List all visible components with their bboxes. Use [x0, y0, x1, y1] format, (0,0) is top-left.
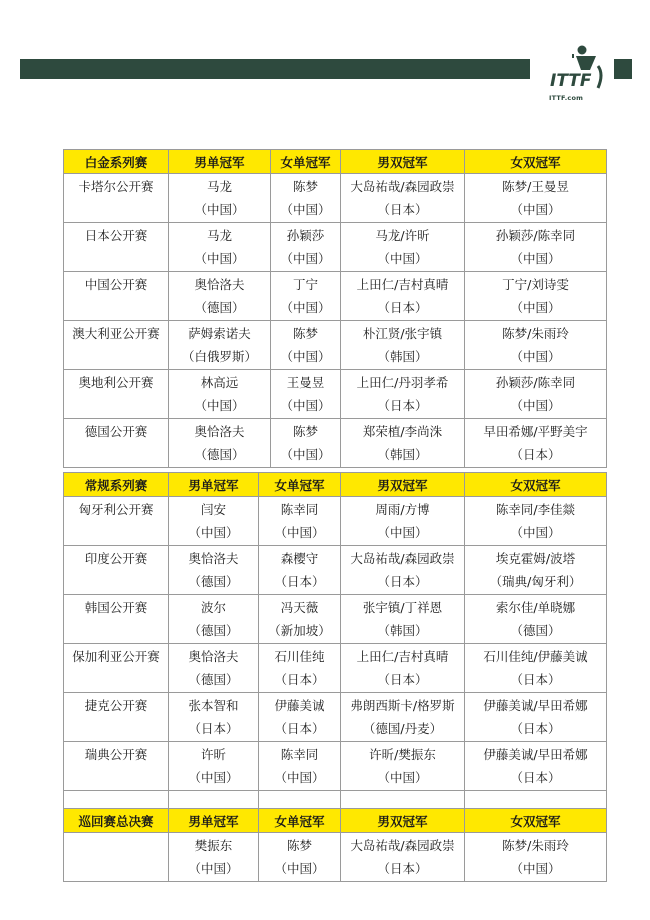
champion-country: （德国）	[188, 623, 239, 638]
champion-name: 陈梦	[292, 424, 318, 439]
header-bar-left	[20, 59, 530, 79]
champion-country: （德国）	[510, 623, 561, 638]
table-row	[64, 546, 607, 595]
event-name: 匈牙利公开赛	[64, 497, 169, 546]
champion-name: 大岛祐哉/森园政崇	[350, 838, 455, 853]
champion-cell-ws	[259, 595, 341, 644]
champion-name: 上田仁/吉村真晴	[356, 277, 449, 292]
table-header-row	[64, 809, 607, 833]
event-name: 捷克公开赛	[64, 693, 169, 742]
champion-country: （日本）	[274, 574, 325, 589]
champion-country: （德国）	[194, 447, 245, 462]
champion-country: （日本）	[510, 721, 561, 736]
champion-country: （日本）	[377, 300, 428, 315]
event-name: 中国公开赛	[64, 272, 169, 321]
table-row	[64, 419, 607, 468]
champion-cell-ms	[169, 419, 271, 468]
champion-name: 陈幸同	[280, 747, 319, 762]
champion-cell-wd	[465, 742, 607, 791]
champion-cell-ws	[259, 742, 341, 791]
col-mens-singles: 男单冠军	[169, 809, 259, 833]
champion-name: 石川佳纯	[274, 649, 325, 664]
champion-cell-ws	[259, 546, 341, 595]
champion-name: 奥恰洛夫	[188, 649, 239, 664]
champion-cell-wd	[465, 693, 607, 742]
champion-country: （日本）	[510, 770, 561, 785]
champion-name: 弗朗西斯卡/格罗斯	[350, 698, 455, 713]
champion-cell-md	[341, 174, 465, 223]
champion-country: （日本）	[377, 672, 428, 687]
champion-name: 陈梦	[292, 179, 318, 194]
event-name: 日本公开赛	[64, 223, 169, 272]
champion-country: （中国）	[280, 349, 331, 364]
event-name: 保加利亚公开赛	[64, 644, 169, 693]
champion-name: 陈梦/王曼昱	[502, 179, 569, 194]
champion-country: （日本）	[377, 861, 428, 876]
event-name: 瑞典公开赛	[64, 742, 169, 791]
champion-name: 张宇镇/丁祥恩	[362, 600, 443, 615]
champion-country: （韩国）	[377, 349, 428, 364]
champion-name: 伊藤美诚/早田希娜	[483, 698, 588, 713]
champion-name: 孙颖莎/陈幸同	[495, 228, 576, 243]
event-name: 澳大利亚公开赛	[64, 321, 169, 370]
champion-cell-wd	[465, 419, 607, 468]
champion-country: （中国）	[194, 251, 245, 266]
champion-cell-wd	[465, 321, 607, 370]
champion-cell-wd	[465, 223, 607, 272]
table-header-row	[64, 473, 607, 497]
champion-country: （中国）	[510, 349, 561, 364]
champion-name: 石川佳纯/伊藤美诚	[483, 649, 588, 664]
champion-cell-md	[341, 223, 465, 272]
champion-country: （日本）	[274, 721, 325, 736]
champion-country: （中国）	[510, 202, 561, 217]
champion-country: （日本）	[274, 672, 325, 687]
col-womens-doubles: 女双冠军	[465, 473, 607, 497]
champion-cell-md	[341, 595, 465, 644]
table-row	[64, 644, 607, 693]
champion-country: （韩国）	[377, 447, 428, 462]
champion-cell-ms	[169, 742, 259, 791]
champion-name: 樊振东	[194, 838, 233, 853]
table-row	[64, 595, 607, 644]
table-header-row	[64, 150, 607, 174]
champion-country: （中国）	[510, 251, 561, 266]
champion-country: （中国）	[510, 525, 561, 540]
champion-country: （中国）	[510, 398, 561, 413]
champion-country: （日本）	[510, 447, 561, 462]
champion-name: 埃克霍姆/波塔	[495, 551, 576, 566]
champion-name: 大岛祐哉/森园政崇	[350, 179, 455, 194]
champion-name: 马龙	[206, 228, 232, 243]
champion-name: 陈幸同	[280, 502, 319, 517]
champion-cell-md	[341, 742, 465, 791]
champion-name: 许昕/樊振东	[369, 747, 436, 762]
table-row	[64, 497, 607, 546]
event-name: 奥地利公开赛	[64, 370, 169, 419]
col-mens-doubles: 男双冠军	[341, 473, 465, 497]
champion-name: 朴江贤/张宇镇	[362, 326, 443, 341]
champion-cell-ws	[271, 419, 341, 468]
champion-cell-wd	[465, 546, 607, 595]
champion-cell-ws	[271, 272, 341, 321]
champion-cell-ms	[169, 321, 271, 370]
table-row	[64, 321, 607, 370]
champion-country: （中国）	[194, 202, 245, 217]
series-title: 白金系列赛	[64, 150, 169, 174]
champion-name: 林高远	[200, 375, 239, 390]
champion-cell-ms	[169, 272, 271, 321]
champion-cell-ws	[271, 370, 341, 419]
champion-name: 孙颖莎	[286, 228, 325, 243]
champion-country: （中国）	[377, 525, 428, 540]
champion-name: 陈梦/朱雨玲	[502, 838, 569, 853]
table-row	[64, 742, 607, 791]
champion-name: 周雨/方博	[375, 502, 430, 517]
champion-name: 索尔佳/单晓娜	[495, 600, 576, 615]
event-name	[64, 833, 169, 882]
col-mens-singles: 男单冠军	[169, 473, 259, 497]
champion-name: 陈梦	[292, 326, 318, 341]
champion-name: 大岛祐哉/森园政崇	[350, 551, 455, 566]
champion-cell-wd	[465, 370, 607, 419]
champion-cell-ms	[169, 693, 259, 742]
champion-country: （中国）	[280, 251, 331, 266]
champion-country: （中国）	[510, 300, 561, 315]
table-row	[64, 833, 607, 882]
event-name: 韩国公开赛	[64, 595, 169, 644]
champion-cell-wd	[465, 497, 607, 546]
champion-cell-ms	[169, 223, 271, 272]
logo-url: ITTF.com	[549, 94, 584, 102]
champion-cell-md	[341, 497, 465, 546]
champion-name: 森樱守	[280, 551, 319, 566]
champion-name: 马龙	[206, 179, 232, 194]
champion-name: 萨姆索诺夫	[188, 326, 251, 341]
col-womens-doubles: 女双冠军	[465, 809, 607, 833]
finals-table	[63, 808, 607, 882]
champion-country: （中国）	[280, 202, 331, 217]
champion-name: 马龙/许昕	[375, 228, 430, 243]
champion-country: （中国）	[274, 770, 325, 785]
champion-cell-md	[341, 419, 465, 468]
champion-country: （日本）	[188, 721, 239, 736]
champion-cell-ws	[271, 223, 341, 272]
champion-country: （中国）	[377, 770, 428, 785]
logo-text: ITTF	[550, 71, 592, 91]
champion-country: （日本）	[377, 398, 428, 413]
series-title: 常规系列赛	[64, 473, 169, 497]
champion-country: （中国）	[188, 525, 239, 540]
champion-cell-md	[341, 693, 465, 742]
table-row	[64, 272, 607, 321]
champion-cell-md	[341, 321, 465, 370]
table-row	[64, 174, 607, 223]
champion-cell-wd	[465, 833, 607, 882]
champion-name: 波尔	[200, 600, 226, 615]
champion-name: 许昕	[200, 747, 226, 762]
champion-country: （德国）	[188, 574, 239, 589]
champion-cell-wd	[465, 272, 607, 321]
champion-cell-md	[341, 272, 465, 321]
col-womens-singles: 女单冠军	[271, 150, 341, 174]
champion-cell-md	[341, 370, 465, 419]
champion-cell-ms	[169, 546, 259, 595]
champion-name: 陈梦	[286, 838, 312, 853]
champion-country: （中国）	[194, 398, 245, 413]
champion-cell-ws	[271, 321, 341, 370]
champion-name: 王曼昱	[286, 375, 325, 390]
champion-name: 郑荣植/李尚洙	[362, 424, 443, 439]
champion-country: （中国）	[188, 770, 239, 785]
champion-cell-wd	[465, 595, 607, 644]
champion-cell-md	[341, 833, 465, 882]
champion-cell-ws	[259, 833, 341, 882]
champion-name: 陈幸同/李佳燚	[495, 502, 576, 517]
champion-cell-ms	[169, 833, 259, 882]
champion-country: （德国）	[188, 672, 239, 687]
champion-country: （中国）	[510, 861, 561, 876]
table-row	[64, 693, 607, 742]
champion-country: （瑞典/匈牙利）	[489, 574, 582, 589]
champion-country: （中国）	[377, 251, 428, 266]
champion-country: （日本）	[510, 672, 561, 687]
champion-name: 上田仁/丹羽孝希	[356, 375, 449, 390]
champion-name: 奥恰洛夫	[194, 424, 245, 439]
col-mens-singles: 男单冠军	[169, 150, 271, 174]
champion-cell-ms	[169, 370, 271, 419]
champion-country: （中国）	[280, 300, 331, 315]
champion-cell-wd	[465, 644, 607, 693]
champion-name: 奥恰洛夫	[194, 277, 245, 292]
champion-cell-ws	[259, 644, 341, 693]
champion-name: 上田仁/吉村真晴	[356, 649, 449, 664]
champion-country: （中国）	[280, 447, 331, 462]
col-womens-singles: 女单冠军	[259, 473, 341, 497]
champion-cell-wd	[465, 174, 607, 223]
champion-cell-ms	[169, 595, 259, 644]
champion-cell-md	[341, 644, 465, 693]
champion-name: 冯天薇	[280, 600, 319, 615]
champion-country: （新加坡）	[268, 623, 331, 638]
champion-country: （白俄罗斯）	[181, 349, 257, 364]
platinum-series-table	[63, 149, 607, 468]
col-mens-doubles: 男双冠军	[341, 809, 465, 833]
event-name: 德国公开赛	[64, 419, 169, 468]
champion-name: 丁宁/刘诗雯	[502, 277, 569, 292]
champion-cell-ms	[169, 497, 259, 546]
champion-cell-ms	[169, 644, 259, 693]
champion-name: 孙颖莎/陈幸同	[495, 375, 576, 390]
champion-name: 伊藤美诚/早田希娜	[483, 747, 588, 762]
event-name: 印度公开赛	[64, 546, 169, 595]
champion-cell-ws	[271, 174, 341, 223]
champion-country: （德国/丹麦）	[362, 721, 443, 736]
series-title: 巡回赛总决赛	[64, 809, 169, 833]
table-row	[64, 370, 607, 419]
champion-cell-ws	[259, 497, 341, 546]
regular-series-table	[63, 472, 607, 815]
champion-country: （德国）	[194, 300, 245, 315]
col-mens-doubles: 男双冠军	[341, 150, 465, 174]
champion-name: 伊藤美诚	[274, 698, 325, 713]
champion-name: 奥恰洛夫	[188, 551, 239, 566]
header-bar-right	[614, 59, 632, 79]
champion-cell-md	[341, 546, 465, 595]
event-name: 卡塔尔公开赛	[64, 174, 169, 223]
champion-cell-ms	[169, 174, 271, 223]
champion-country: （中国）	[274, 525, 325, 540]
champion-country: （日本）	[377, 574, 428, 589]
col-womens-doubles: 女双冠军	[465, 150, 607, 174]
champion-name: 丁宁	[292, 277, 318, 292]
champion-name: 张本智和	[188, 698, 239, 713]
col-womens-singles: 女单冠军	[259, 809, 341, 833]
champion-country: （韩国）	[377, 623, 428, 638]
champion-country: （日本）	[377, 202, 428, 217]
champion-cell-ws	[259, 693, 341, 742]
champion-name: 早田希娜/平野美宇	[483, 424, 588, 439]
champion-country: （中国）	[280, 398, 331, 413]
champion-name: 闫安	[200, 502, 226, 517]
champion-country: （中国）	[274, 861, 325, 876]
table-row	[64, 223, 607, 272]
champion-name: 陈梦/朱雨玲	[502, 326, 569, 341]
champion-country: （中国）	[188, 861, 239, 876]
